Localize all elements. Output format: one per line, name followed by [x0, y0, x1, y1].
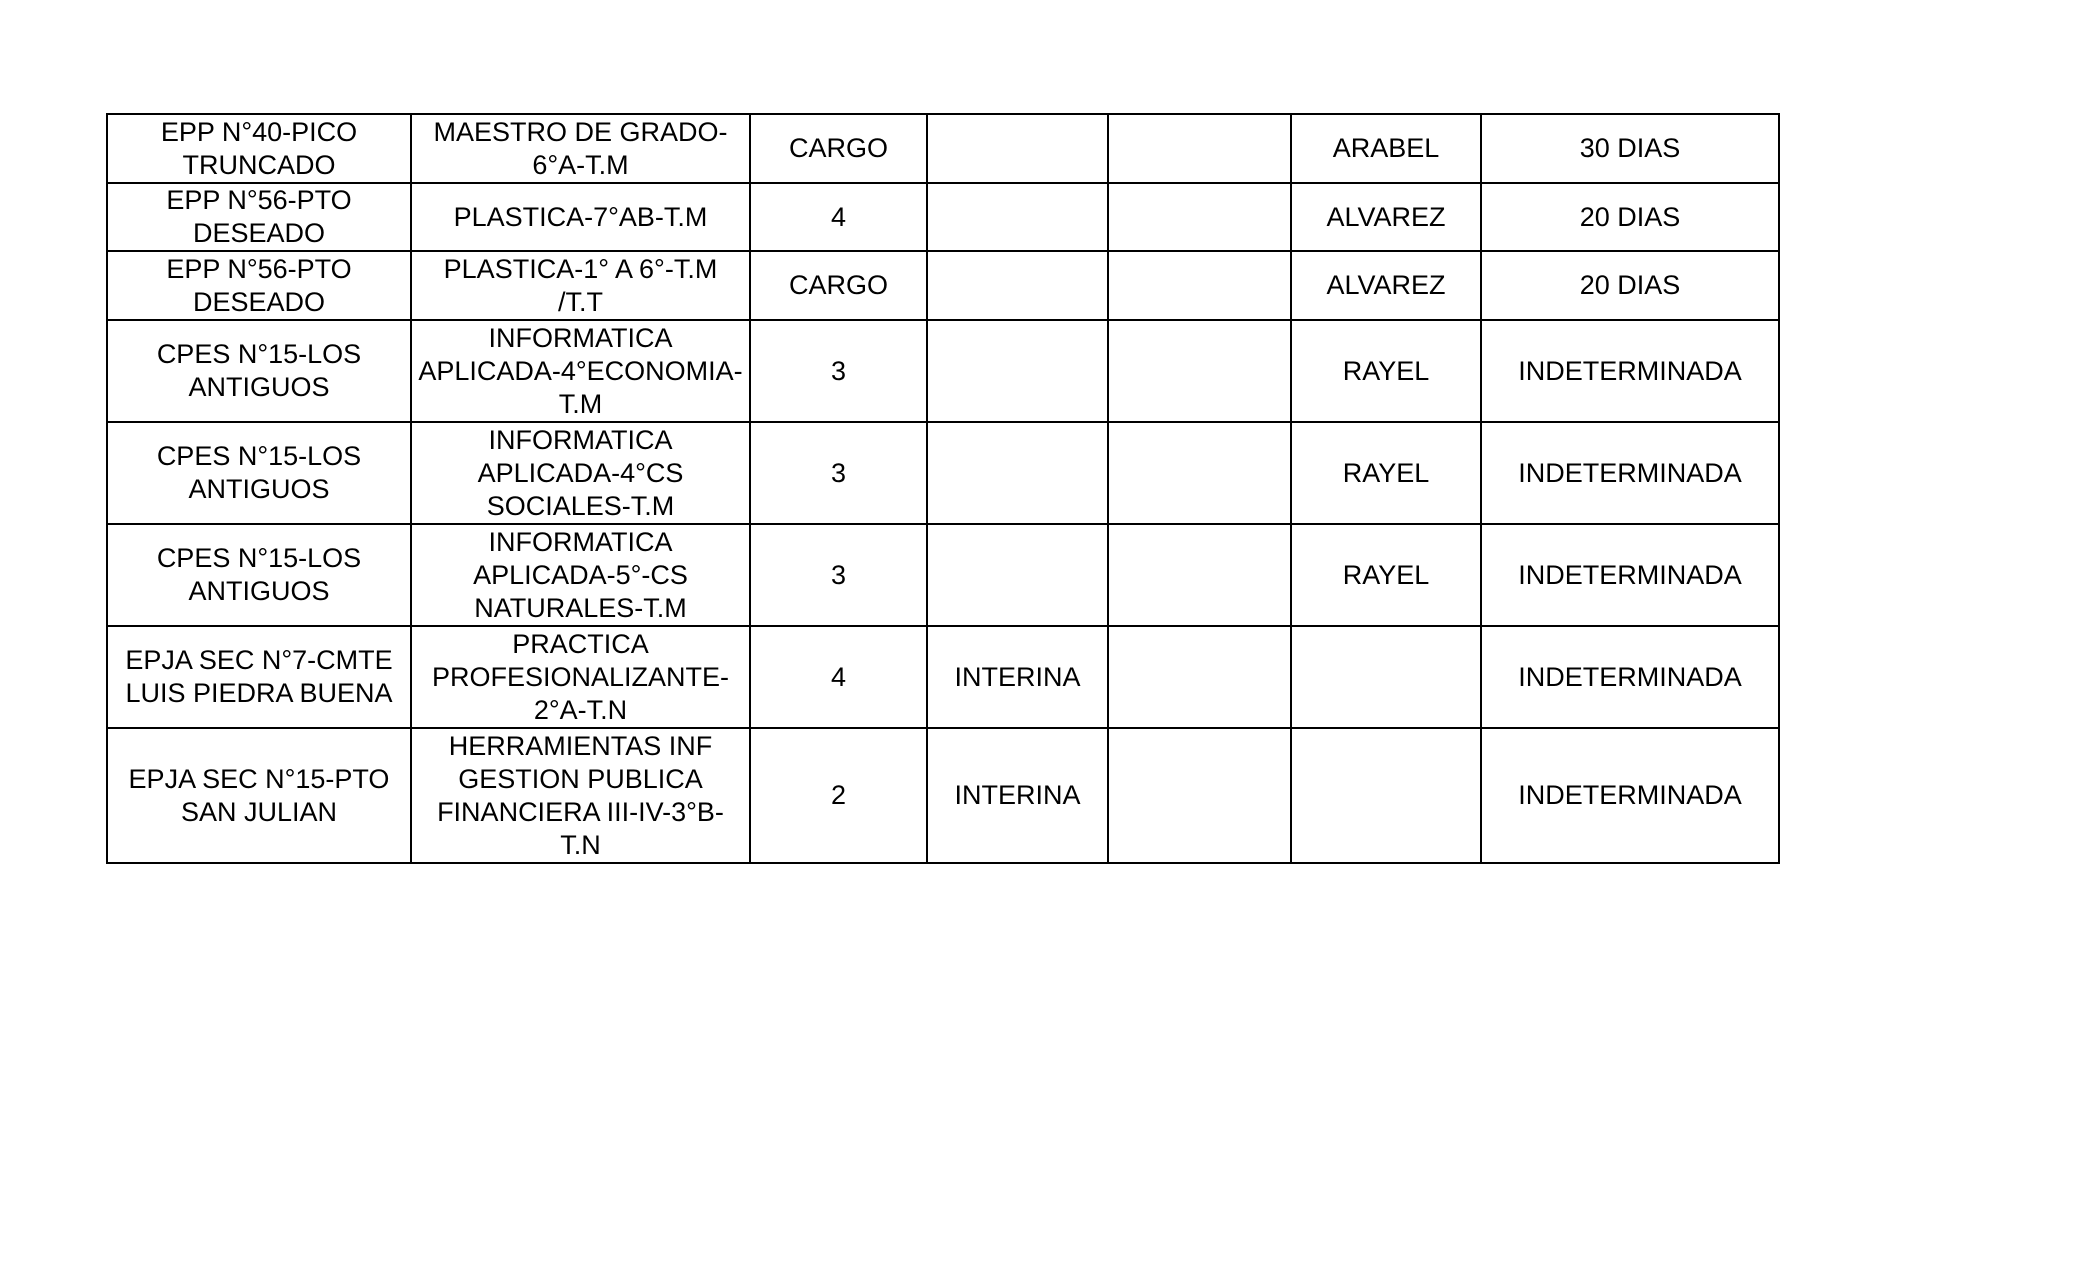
blank-cell	[1108, 320, 1291, 422]
school-cell: CPES N°15-LOS ANTIGUOS	[107, 524, 411, 626]
table-row	[107, 524, 1779, 626]
school-cell: EPP N°56-PTO DESEADO	[107, 251, 411, 320]
status-cell	[927, 251, 1108, 320]
hours-cell: 3	[750, 524, 927, 626]
status-cell	[927, 114, 1108, 183]
subject-cell: INFORMATICA APLICADA-4°CS SOCIALES-T.M	[411, 422, 750, 524]
blank-cell	[1108, 422, 1291, 524]
hours-cell: 3	[750, 422, 927, 524]
duration-cell: INDETERMINADA	[1481, 728, 1779, 863]
duration-cell: INDETERMINADA	[1481, 524, 1779, 626]
name-cell	[1291, 626, 1481, 728]
blank-cell	[1108, 626, 1291, 728]
table-row	[107, 728, 1779, 863]
hours-cell: 3	[750, 320, 927, 422]
table-row	[107, 626, 1779, 728]
subject-cell: INFORMATICA APLICADA-5°-CS NATURALES-T.M	[411, 524, 750, 626]
status-cell	[927, 524, 1108, 626]
hours-cell: CARGO	[750, 251, 927, 320]
school-cell: CPES N°15-LOS ANTIGUOS	[107, 422, 411, 524]
school-cell: EPJA SEC N°7-CMTE LUIS PIEDRA BUENA	[107, 626, 411, 728]
blank-cell	[1108, 728, 1291, 863]
data-table	[106, 113, 1780, 864]
status-cell: INTERINA	[927, 728, 1108, 863]
school-cell: EPP N°56-PTO DESEADO	[107, 183, 411, 251]
table-row	[107, 422, 1779, 524]
name-cell: RAYEL	[1291, 320, 1481, 422]
hours-cell: 2	[750, 728, 927, 863]
name-cell	[1291, 728, 1481, 863]
duration-cell: INDETERMINADA	[1481, 626, 1779, 728]
school-cell: EPJA SEC N°15-PTO SAN JULIAN	[107, 728, 411, 863]
table-row	[107, 183, 1779, 251]
subject-cell: HERRAMIENTAS INF GESTION PUBLICA FINANCIERA III-IV-3°B- T.N	[411, 728, 750, 863]
subject-cell: MAESTRO DE GRADO- 6°A-T.M	[411, 114, 750, 183]
status-cell	[927, 422, 1108, 524]
hours-cell: 4	[750, 626, 927, 728]
duration-cell: INDETERMINADA	[1481, 422, 1779, 524]
table-row	[107, 114, 1779, 183]
subject-cell: PLASTICA-7°AB-T.M	[411, 183, 750, 251]
subject-cell: PLASTICA-1° A 6°-T.M /T.T	[411, 251, 750, 320]
hours-cell: CARGO	[750, 114, 927, 183]
hours-cell: 4	[750, 183, 927, 251]
name-cell: RAYEL	[1291, 524, 1481, 626]
blank-cell	[1108, 183, 1291, 251]
subject-cell: PRACTICA PROFESIONALIZANTE- 2°A-T.N	[411, 626, 750, 728]
blank-cell	[1108, 524, 1291, 626]
table-row	[107, 320, 1779, 422]
name-cell: RAYEL	[1291, 422, 1481, 524]
status-cell: INTERINA	[927, 626, 1108, 728]
blank-cell	[1108, 114, 1291, 183]
duration-cell: 20 DIAS	[1481, 183, 1779, 251]
duration-cell: INDETERMINADA	[1481, 320, 1779, 422]
document-sheet	[106, 113, 1780, 864]
school-cell: EPP N°40-PICO TRUNCADO	[107, 114, 411, 183]
blank-cell	[1108, 251, 1291, 320]
table-row	[107, 251, 1779, 320]
duration-cell: 30 DIAS	[1481, 114, 1779, 183]
status-cell	[927, 320, 1108, 422]
duration-cell: 20 DIAS	[1481, 251, 1779, 320]
name-cell: ALVAREZ	[1291, 183, 1481, 251]
status-cell	[927, 183, 1108, 251]
school-cell: CPES N°15-LOS ANTIGUOS	[107, 320, 411, 422]
name-cell: ALVAREZ	[1291, 251, 1481, 320]
name-cell: ARABEL	[1291, 114, 1481, 183]
subject-cell: INFORMATICA APLICADA-4°ECONOMIA- T.M	[411, 320, 750, 422]
